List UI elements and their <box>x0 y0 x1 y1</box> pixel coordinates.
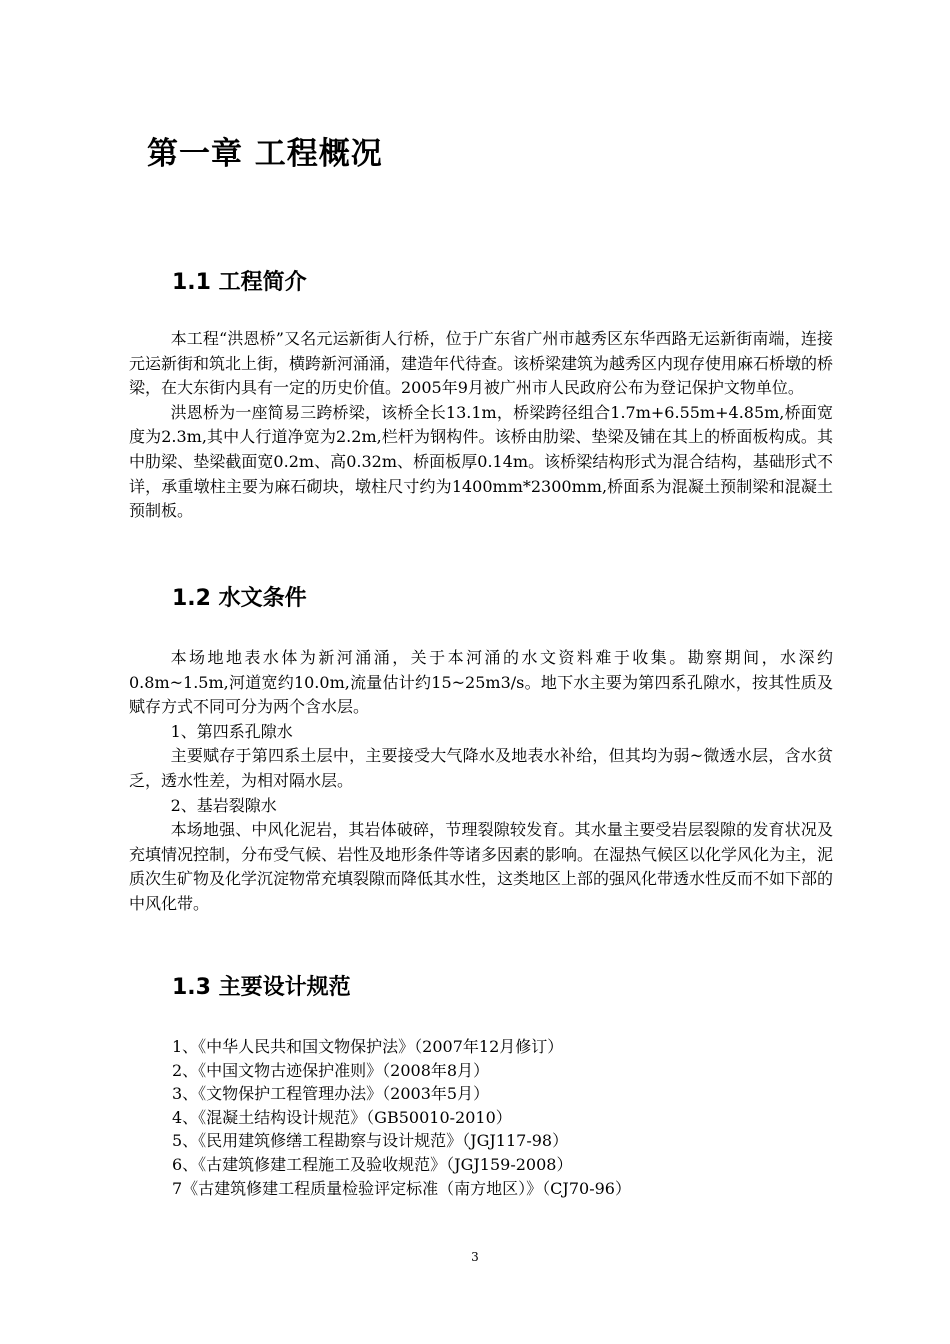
paragraph: 本场地地表水体为新河涌涌，关于本河涌的水文资料难于收集。勘察期间，水深约0.8m~1.5m,河道宽约10.0m,流量估计约15~25m3/s。地下水主要为第四系孔隙水，按其性质及赋存方式不同可分为两个含水层。 <box>129 648 833 717</box>
list-item: 7《古建筑修建工程质量检验评定标准（南方地区）》（CJ70-96） <box>172 1178 631 1198</box>
list-item: 5、《民用建筑修缮工程勘察与设计规范》（JGJ117-98） <box>172 1131 569 1151</box>
paragraph: 主要赋存于第四系土层中，主要接受大气降水及地表水补给，但其均为弱~微透水层，含水贫乏，透水性差，为相对隔水层。 <box>129 746 833 790</box>
paragraph: 洪恩桥为一座简易三跨桥梁，该桥全长13.1m，桥梁跨径组合1.7m+6.55m+4.85m,桥面宽度为2.3m,其中人行道净宽为2.2m,栏杆为钢构件。该桥由肋梁、垫梁及铺在其上的桥面板构成。其中肋梁、垫梁截面宽0.2m、高0.32m、桥面板厚0.14m。该桥梁结构形式为混合结构，基础形式不详，承重墩柱主要为麻石砌块，墩柱尺寸约为1400mm*2300mm,桥面系为混凝土预制梁和混凝土预制板。 <box>129 402 833 521</box>
list-item: 6、《古建筑修建工程施工及验收规范》（JGJ159-2008） <box>172 1154 573 1174</box>
section-heading-1-2: 1.2 水文条件 <box>172 586 307 611</box>
list-item: 3、《文物保护工程管理办法》（2003年5月） <box>172 1084 490 1104</box>
section-heading-1-1: 1.1 工程简介 <box>172 270 307 295</box>
section-heading-1-3: 1.3 主要设计规范 <box>172 975 351 1000</box>
paragraph: 本工程“洪恩桥”又名元运新街人行桥，位于广东省广州市越秀区东华西路无运新街南端，连接元运新街和筑北上街，横跨新河涌涌，建造年代待查。该桥梁建筑为越秀区内现存使用麻石桥墩的桥梁，在大东街内具有一定的历史价值。2005年9月被广州市人民政府公布为登记保护文物单位。 <box>129 329 834 398</box>
list-item: 2、《中国文物古迹保护准则》（2008年8月） <box>172 1060 490 1080</box>
chapter-title: 第一章 工程概况 <box>147 136 383 172</box>
list-item: 1、《中华人民共和国文物保护法》（2007年12月修订） <box>172 1037 564 1056</box>
subheading: 1、第四系孔隙水 <box>170 721 293 741</box>
section-body-1-2 <box>129 646 833 917</box>
section-body-1-1 <box>129 327 833 524</box>
list-item: 4、《混凝土结构设计规范》（GB50010-2010） <box>172 1107 512 1127</box>
standards-list <box>129 1035 833 1200</box>
subheading: 2、基岩裂隙水 <box>170 795 277 815</box>
paragraph: 本场地强、中风化泥岩，其岩体破碎，节理裂隙较发育。其水量主要受岩层裂隙的发育状况及充填情况控制，分布受气候、岩性及地形条件等诸多因素的影响。在湿热气候区以化学风化为主，泥质次生矿物及化学沉淀物常充填裂隙而降低其水性，这类地区上部的强风化带透水性反而不如下部的中风化带。 <box>129 820 834 913</box>
page-number: 3 <box>471 1250 479 1264</box>
